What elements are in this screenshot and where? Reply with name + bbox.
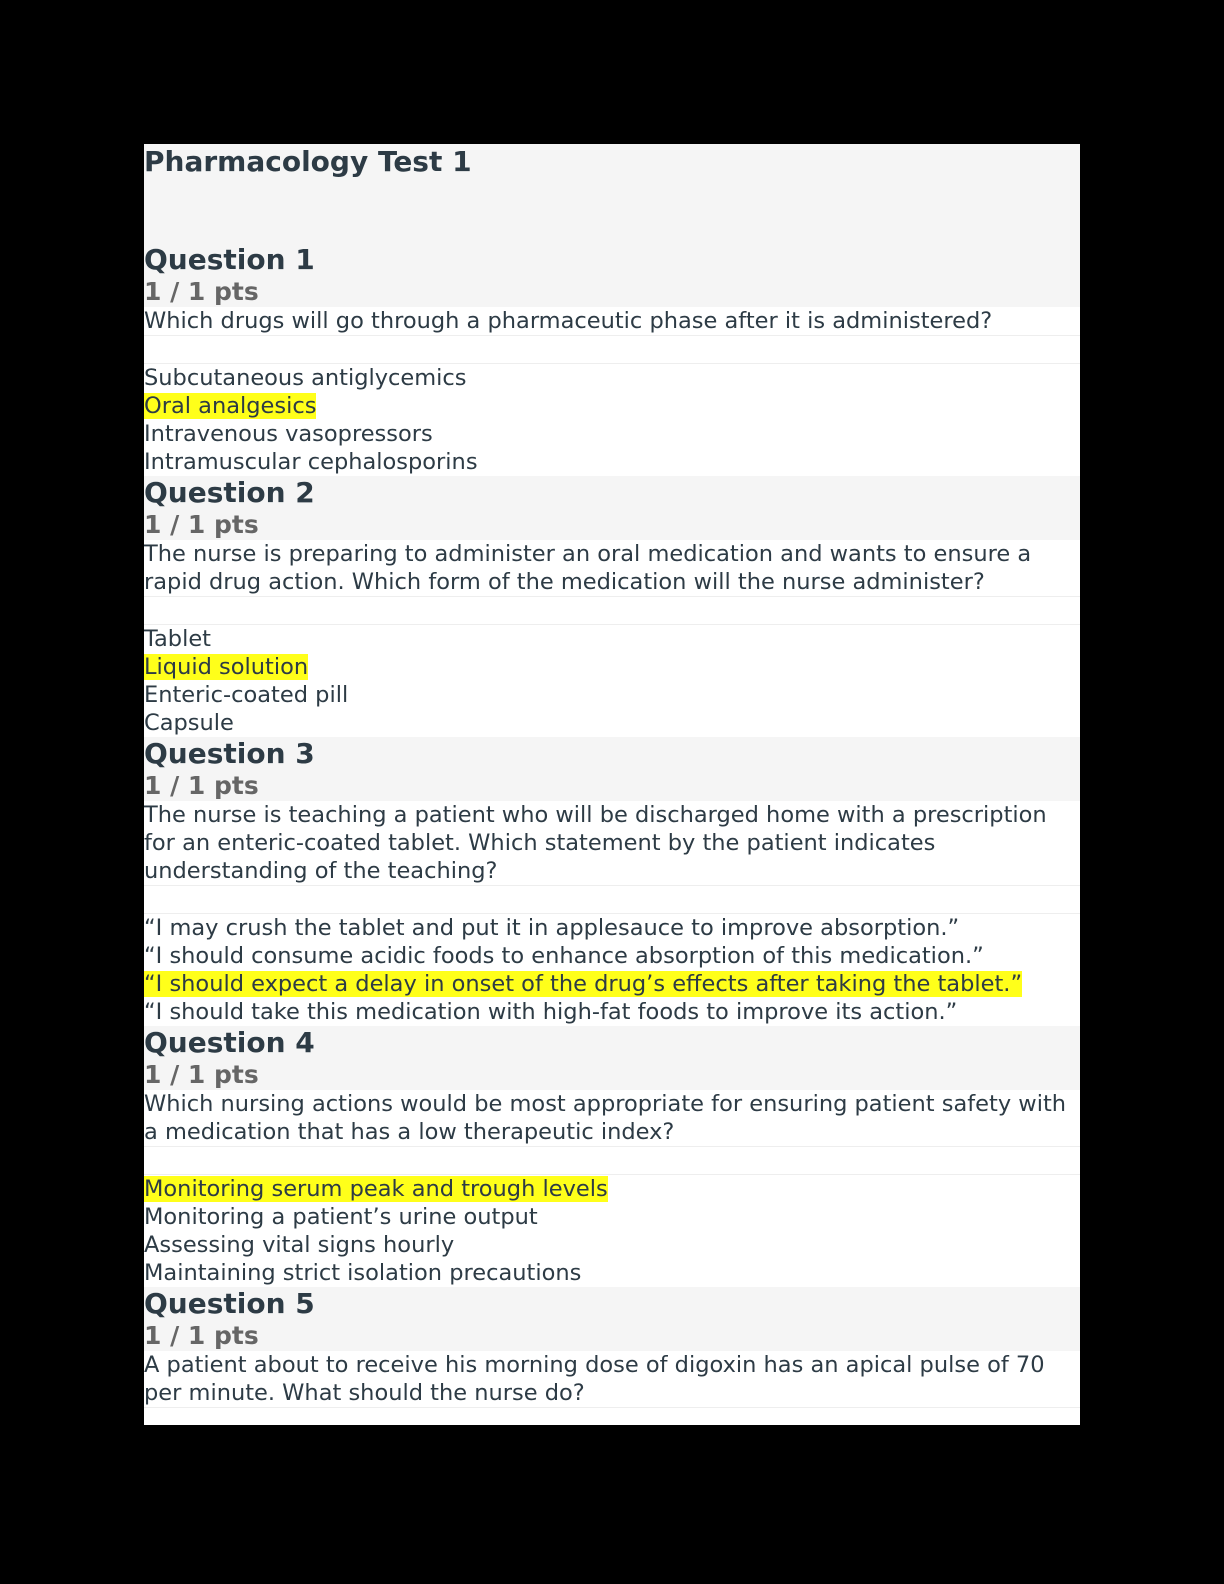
answer-option-selected[interactable] [144,1175,1080,1203]
question-list [144,243,1080,1408]
question-text: Which nursing actions would be most appropriate for ensuring patient safety with a medication that has a low therapeutic index? [144,1090,1080,1147]
answer-list [144,364,1080,476]
answer-text: Maintaining strict isolation precautions [144,1260,582,1286]
answer-option[interactable] [144,1259,1080,1287]
question-title: Question 2 [144,476,315,509]
title-band [144,144,1080,243]
answer-list [144,914,1080,1026]
answer-text: Assessing vital signs hourly [144,1232,455,1258]
question-header [144,243,1080,307]
answer-text: “I should expect a delay in onset of the drug’s effects after taking the tablet.” [144,971,1023,997]
answer-text: Subcutaneous antiglycemics [144,365,467,391]
answer-option[interactable] [144,942,1080,970]
answer-option[interactable] [144,1231,1080,1259]
question-text: Which drugs will go through a pharmaceutic phase after it is administered? [144,307,1080,336]
answer-text: Monitoring serum peak and trough levels [144,1176,608,1202]
answer-option[interactable] [144,681,1080,709]
answer-text: Capsule [144,710,234,736]
answer-text: Enteric-coated pill [144,682,349,708]
answer-option[interactable] [144,709,1080,737]
question-block [144,243,1080,476]
question-title: Question 1 [144,243,315,276]
question-title: Question 4 [144,1026,315,1059]
page-title: Pharmacology Test 1 [144,145,472,178]
answer-text: Intramuscular cephalosporins [144,449,478,475]
question-text: The nurse is preparing to administer an oral medication and wants to ensure a rapid drug action. Which form of the medication will the nurse administer? [144,540,1080,597]
document-page [144,144,1080,1425]
answer-text: Tablet [144,626,212,652]
answer-text: Liquid solution [144,654,309,680]
question-header [144,1287,1080,1351]
answer-option[interactable] [144,1203,1080,1231]
answer-text: “I may crush the tablet and put it in applesauce to improve absorption.” [144,915,960,941]
answer-text: “I should take this medication with high-fat foods to improve its action.” [144,999,958,1025]
answer-list [144,625,1080,737]
question-points: 1 / 1 pts [144,1060,259,1089]
answer-option[interactable] [144,448,1080,476]
question-block [144,1026,1080,1287]
answer-text: Monitoring a patient’s urine output [144,1204,538,1230]
answer-option[interactable] [144,914,1080,942]
answer-option-selected[interactable] [144,392,1080,420]
question-block [144,737,1080,1026]
answer-list [144,1175,1080,1287]
answer-option-selected[interactable] [144,970,1080,998]
question-block [144,1287,1080,1408]
question-points: 1 / 1 pts [144,1321,259,1350]
answer-option[interactable] [144,998,1080,1026]
question-title: Question 3 [144,737,315,770]
question-text: The nurse is teaching a patient who will be discharged home with a prescription for an enteric-coated tablet. Which statement by the patient indicates understanding of the teaching? [144,801,1080,886]
question-spacer [144,1147,1080,1175]
question-points: 1 / 1 pts [144,510,259,539]
question-text: A patient about to receive his morning dose of digoxin has an apical pulse of 70 per minute. What should the nurse do? [144,1351,1080,1408]
answer-text: Intravenous vasopressors [144,421,433,447]
question-header [144,476,1080,540]
question-spacer [144,597,1080,625]
answer-option[interactable] [144,625,1080,653]
question-points: 1 / 1 pts [144,277,259,306]
answer-option[interactable] [144,420,1080,448]
answer-option[interactable] [144,364,1080,392]
question-block [144,476,1080,737]
question-points: 1 / 1 pts [144,771,259,800]
answer-option-selected[interactable] [144,653,1080,681]
answer-text: “I should consume acidic foods to enhance absorption of this medication.” [144,943,984,969]
question-header [144,737,1080,801]
question-header [144,1026,1080,1090]
question-title: Question 5 [144,1287,315,1320]
question-spacer [144,886,1080,914]
question-spacer [144,336,1080,364]
answer-text: Oral analgesics [144,393,317,419]
